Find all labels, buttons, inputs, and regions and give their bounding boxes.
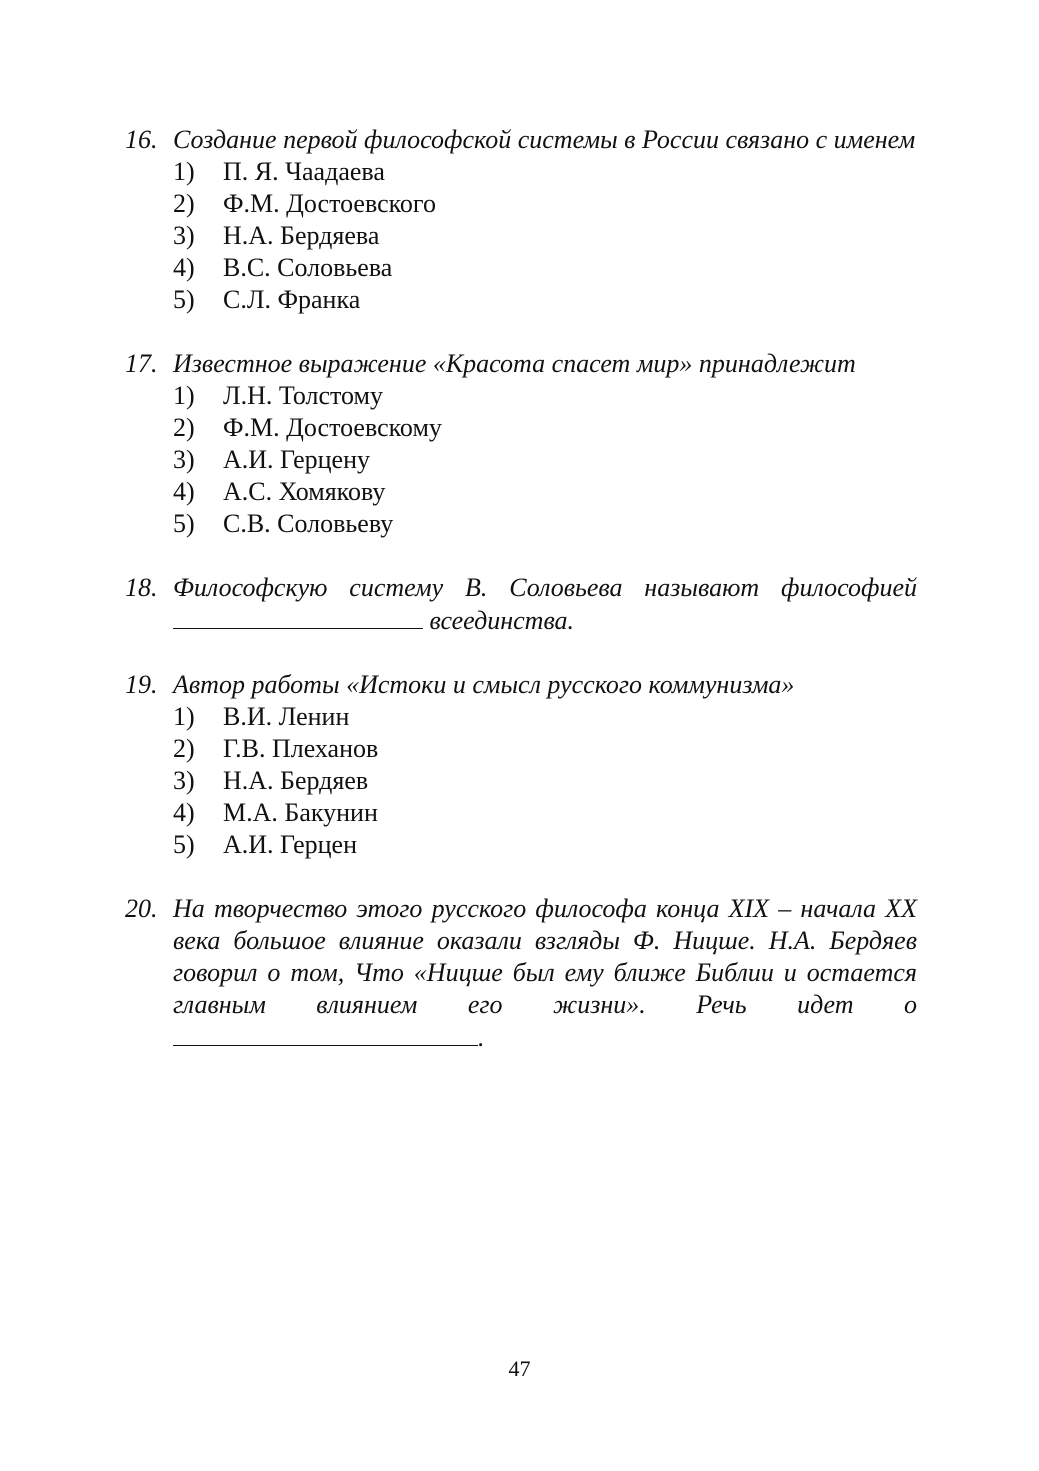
option-text: Ф.М. Достоевского xyxy=(223,189,436,218)
option-number: 2) xyxy=(173,734,195,763)
answer-option[interactable] xyxy=(173,444,917,476)
question-number: 16. xyxy=(125,125,158,154)
option-number: 2) xyxy=(173,413,195,442)
question-number: 19. xyxy=(125,670,158,699)
answer-option[interactable] xyxy=(173,252,917,284)
option-text: С.Л. Франка xyxy=(223,285,361,314)
question-text-after: всеединства. xyxy=(429,606,575,635)
answer-option[interactable] xyxy=(173,412,917,444)
answer-option[interactable] xyxy=(173,220,917,252)
answer-option[interactable] xyxy=(173,701,917,733)
answer-options xyxy=(173,156,917,316)
option-number: 3) xyxy=(173,221,195,250)
answer-options xyxy=(173,380,917,540)
page-content xyxy=(125,124,917,1086)
question-20 xyxy=(125,893,917,1054)
option-text: Н.А. Бердяев xyxy=(223,766,369,795)
option-number: 4) xyxy=(173,253,195,282)
answer-option[interactable] xyxy=(173,284,917,316)
question-text-before: На творчество этого русского философа конца XIX – начала XX века большое влияние оказали взгляды Ф. Ницше. Н.А. Бердяев говорил о том, Что «Ницше был ему ближе Библии и остается главным влиянием его жизни». Речь идет о xyxy=(173,894,917,1019)
question-16 xyxy=(125,124,917,316)
question-18 xyxy=(125,572,917,637)
question-text-before: Философскую систему В. Соловьева называют философией xyxy=(173,573,917,602)
answer-option[interactable] xyxy=(173,829,917,861)
question-text xyxy=(173,893,917,1054)
option-text: М.А. Бакунин xyxy=(223,798,378,827)
answer-blank[interactable] xyxy=(173,604,423,629)
answer-option[interactable] xyxy=(173,476,917,508)
option-text: Л.Н. Толстому xyxy=(223,381,383,410)
option-text: А.И. Герцен xyxy=(223,830,358,859)
option-number: 5) xyxy=(173,509,195,538)
option-number: 1) xyxy=(173,381,195,410)
answer-option[interactable] xyxy=(173,765,917,797)
question-17 xyxy=(125,348,917,540)
option-number: 1) xyxy=(173,157,195,186)
option-number: 1) xyxy=(173,702,195,731)
option-text: В.И. Ленин xyxy=(223,702,350,731)
option-number: 5) xyxy=(173,830,195,859)
question-text: Создание первой философской системы в России связано с именем xyxy=(173,125,916,154)
question-text-after: . xyxy=(478,1023,485,1052)
answer-option[interactable] xyxy=(173,797,917,829)
option-text: Н.А. Бердяева xyxy=(223,221,380,250)
option-number: 3) xyxy=(173,445,195,474)
option-number: 4) xyxy=(173,798,195,827)
question-text xyxy=(173,572,917,637)
answer-option[interactable] xyxy=(173,508,917,540)
answer-blank[interactable] xyxy=(173,1021,478,1046)
question-number: 20. xyxy=(125,894,158,923)
answer-option[interactable] xyxy=(173,380,917,412)
option-text: А.С. Хомякову xyxy=(223,477,386,506)
question-number: 17. xyxy=(125,349,158,378)
question-text: Автор работы «Истоки и смысл русского коммунизма» xyxy=(173,670,795,699)
option-text: П. Я. Чаадаева xyxy=(223,157,385,186)
option-text: С.В. Соловьеву xyxy=(223,509,394,538)
question-text: Известное выражение «Красота спасет мир» принадлежит xyxy=(173,349,856,378)
option-number: 2) xyxy=(173,189,195,218)
option-number: 3) xyxy=(173,766,195,795)
answer-option[interactable] xyxy=(173,188,917,220)
answer-option[interactable] xyxy=(173,733,917,765)
option-number: 4) xyxy=(173,477,195,506)
option-text: Г.В. Плеханов xyxy=(223,734,379,763)
option-text: А.И. Герцену xyxy=(223,445,371,474)
page-number: 47 xyxy=(508,1356,531,1381)
option-number: 5) xyxy=(173,285,195,314)
option-text: В.С. Соловьева xyxy=(223,253,393,282)
option-text: Ф.М. Достоевскому xyxy=(223,413,442,442)
answer-options xyxy=(173,701,917,861)
question-number: 18. xyxy=(125,573,158,602)
question-19 xyxy=(125,669,917,861)
answer-option[interactable] xyxy=(173,156,917,188)
